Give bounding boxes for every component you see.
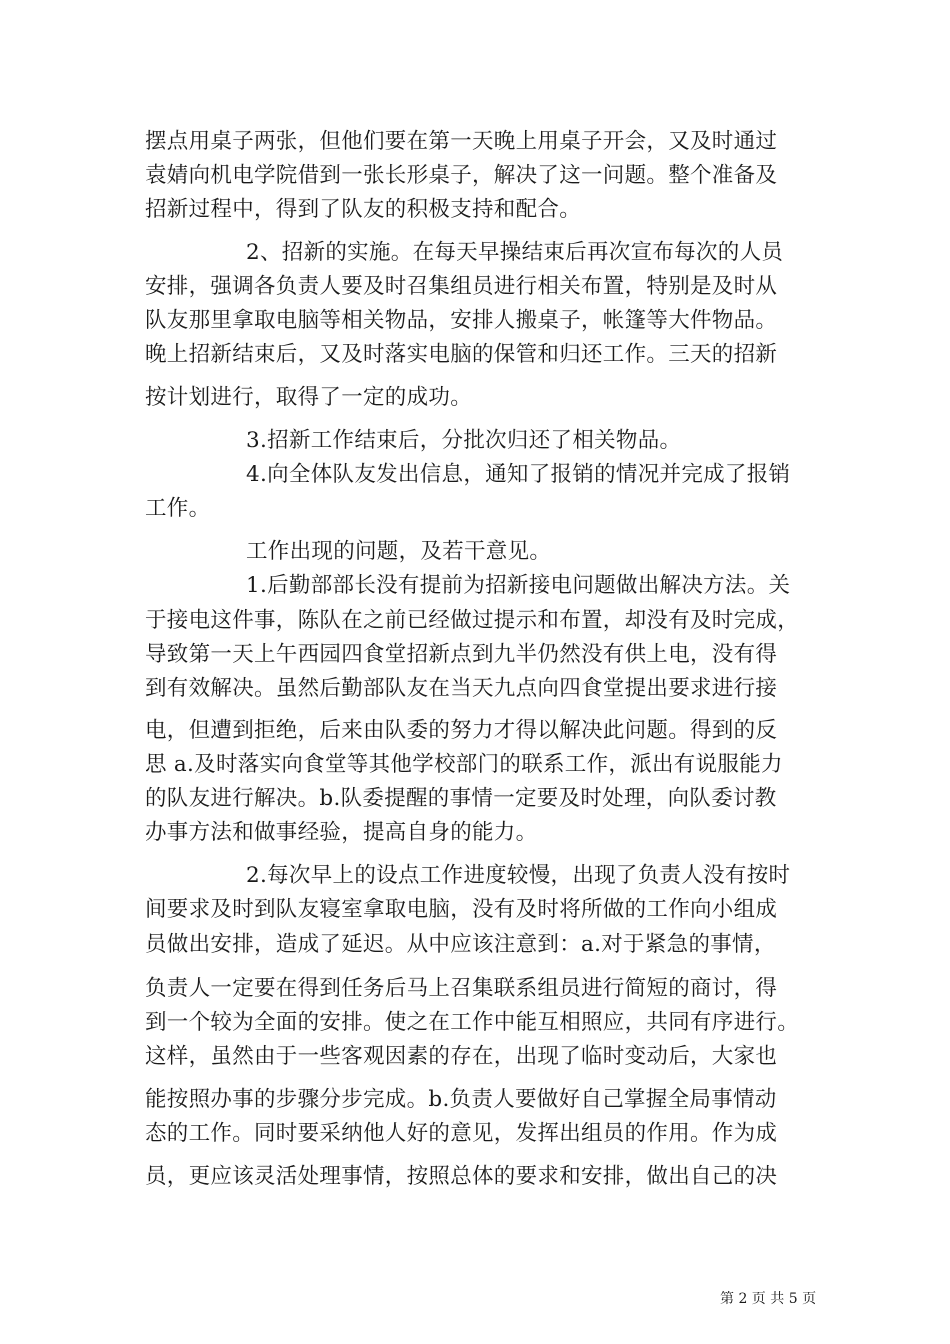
body-text-line: 这样，虽然由于一些客观因素的存在，出现了临时变动后，大家也 <box>145 1044 778 1069</box>
body-text-line: 晚上招新结束后，又及时落实电脑的保管和归还工作。三天的招新 <box>145 342 778 367</box>
body-text-line: 态的工作。同时要采纳他人好的意见，发挥出组员的作用。作为成 <box>145 1121 778 1146</box>
body-text-line: 1.后勤部部长没有提前为招新接电问题做出解决方法。关 <box>246 573 791 598</box>
body-text-line: 思 a.及时落实向食堂等其他学校部门的联系工作，派出有说服能力 <box>145 752 783 777</box>
body-text-line: 袁婧向机电学院借到一张长形桌子，解决了这一问题。整个准备及 <box>145 163 778 188</box>
body-text-line: 员做出安排，造成了延迟。从中应该注意到：a.对于紧急的事情， <box>145 932 776 957</box>
body-text-line: 安排，强调各负责人要及时召集组员进行相关布置，特别是及时从 <box>145 274 778 299</box>
body-text-line: 间要求及时到队友寝室拿取电脑，没有及时将所做的工作向小组成 <box>145 897 778 922</box>
body-text-line: 按计划进行，取得了一定的成功。 <box>145 385 473 410</box>
body-text-line: 2、招新的实施。在每天早操结束后再次宣布每次的人员 <box>246 240 784 265</box>
body-text-line: 办事方法和做事经验，提高自身的能力。 <box>145 820 538 845</box>
body-text-line: 到一个较为全面的安排。使之在工作中能互相照应，共同有序进行。 <box>145 1010 800 1035</box>
body-text-line: 工作。 <box>145 496 211 521</box>
body-text-line: 2.每次早上的设点工作进度较慢，出现了负责人没有按时 <box>246 863 791 888</box>
body-text-line: 负责人一定要在得到任务后马上召集联系组员进行简短的商讨，得 <box>145 976 778 1001</box>
body-text-line: 队友那里拿取电脑等相关物品，安排人搬桌子，帐篷等大件物品。 <box>145 308 778 333</box>
body-text-line: 摆点用桌子两张，但他们要在第一天晚上用桌子开会，又及时通过 <box>145 129 778 154</box>
body-text-line: 的队友进行解决。b.队委提醒的事情一定要及时处理，向队委讨教 <box>145 786 777 811</box>
body-text-line: 导致第一天上午西园四食堂招新点到九半仍然没有供上电，没有得 <box>145 642 778 667</box>
body-text-line: 4.向全体队友发出信息，通知了报销的情况并完成了报销 <box>246 462 791 487</box>
body-text-line: 于接电这件事，陈队在之前已经做过提示和布置，却没有及时完成， <box>145 608 800 633</box>
body-text-line: 电，但遭到拒绝，后来由队委的努力才得以解决此问题。得到的反 <box>145 718 778 743</box>
body-text-line: 招新过程中，得到了队友的积极支持和配合。 <box>145 197 582 222</box>
section-heading: 工作出现的问题，及若干意见。 <box>246 539 552 564</box>
page-number-footer: 第 2 页 共 5 页 <box>720 1291 817 1307</box>
body-text-line: 3.招新工作结束后，分批次归还了相关物品。 <box>246 428 682 453</box>
body-text-line: 能按照办事的步骤分步完成。b.负责人要做好自己掌握全局事情动 <box>145 1087 777 1112</box>
body-text-line: 员，更应该灵活处理事情，按照总体的要求和安排，做出自己的决 <box>145 1164 778 1189</box>
body-text-line: 到有效解决。虽然后勤部队友在当天九点向四食堂提出要求进行接 <box>145 676 778 701</box>
